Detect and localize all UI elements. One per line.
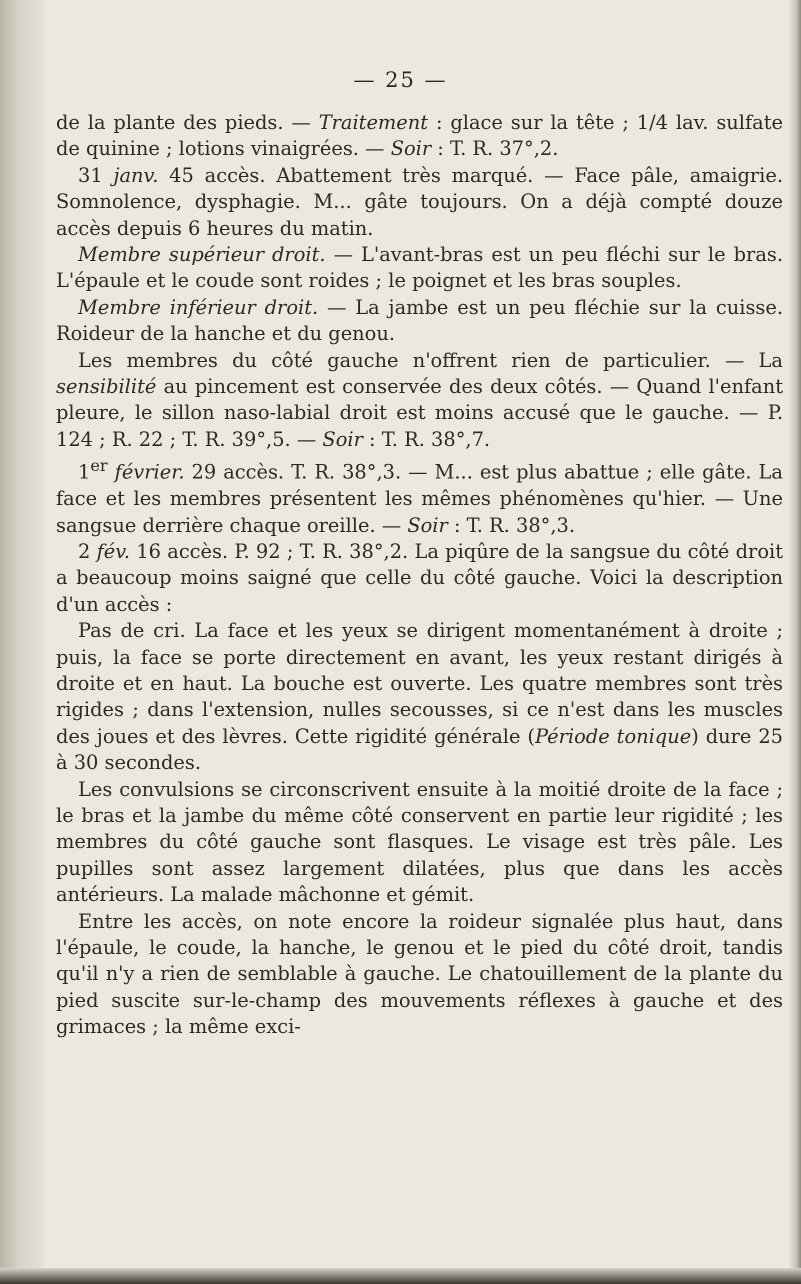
text-run: Les convulsions se circonscrivent ensuite à la moitié droite de la face ; le bras et la jambe du même côté conservent en partie leur rigidité ; les membres du côté gauche sont flasques. Le visage est très pâle. Les pupilles sont assez largement dilatées, plus que dans les accès antérieurs. La malade mâchonne et gémit. — [56, 777, 783, 907]
paragraph — [56, 163, 783, 242]
page-edge-bottom — [0, 1268, 801, 1284]
italic-text: Membre inférieur droit. — [78, 295, 319, 319]
italic-text: Membre supérieur droit. — [78, 243, 326, 267]
text-run: 29 accès. T. R. 38°,3. — M... est plus abattue ; elle gâte. La face et les membres présentent les mêmes phénomènes qu'hier. — Une sangsue derrière chaque oreille. — — [56, 460, 783, 537]
italic-text: Soir — [407, 513, 448, 537]
text-run: : glace sur la tête ; 1/4 lav. sulfate de quinine ; lotions vinaigrées. — — [56, 111, 783, 161]
paragraph — [56, 618, 783, 776]
text-run: : T. R. 37°,2. — [431, 137, 559, 161]
body-text — [56, 110, 783, 1041]
paragraph — [56, 539, 783, 618]
text-run: 45 accès. Abattement très marqué. — Face pâle, amaigrie. Somnolence, dysphagie. M... gâte toujours. On a déjà compté douze accès depuis 6 heures du matin. — [56, 163, 783, 240]
paragraph — [56, 453, 783, 539]
superscript-text: er — [90, 456, 108, 476]
italic-text: sensibilité — [56, 375, 157, 399]
text-run: : T. R. 38°,7. — [362, 427, 491, 451]
text-run: : T. R. 38°,3. — [447, 513, 576, 537]
paragraph — [56, 777, 783, 909]
text-run: ) dure 25 à 30 secondes. — [56, 724, 783, 775]
paragraph — [56, 909, 783, 1041]
italic-text: fév. — [96, 539, 131, 563]
text-run — [108, 461, 115, 484]
italic-text: février. — [114, 460, 185, 484]
paragraph — [56, 242, 783, 295]
italic-text: janv. — [113, 163, 159, 187]
text-run: de la plante des pieds. — — [56, 111, 319, 134]
text-run: Les membres du côté gauche n'offrent rien de particulier. — La — [78, 348, 783, 372]
paragraph — [56, 295, 783, 348]
italic-text: Traitement — [318, 111, 429, 134]
text-run: Pas de cri. La face et les yeux se dirigent momentanément à droite ; puis, la face se porte directement en avant, les yeux restant dirigés à droite et en haut. La bouche est ouverte. Les quatre membres sont très rigides ; dans l'extension, nulles secousses, si ce n'est dans les muscles des joues et des lèvres. Cette rigidité générale ( — [56, 619, 783, 748]
text-run: 1 — [78, 460, 91, 484]
text-run: 2 — [78, 539, 97, 563]
text-run: au pincement est conservée des deux côtés. — Quand l'enfant pleure, le sillon naso-labial droit est moins accusé que le gauche. — P. 124 ; R. 22 ; T. R. 39°,5. — — [56, 375, 783, 451]
page-gutter — [0, 0, 44, 1284]
italic-text: Soir — [322, 427, 363, 451]
paragraph — [56, 110, 783, 163]
text-run: 31 — [78, 163, 114, 187]
page-number: — 25 — — [353, 68, 448, 92]
italic-text: Soir — [390, 137, 432, 161]
page-edge-right — [789, 0, 801, 1284]
text-run: — La jambe est un peu fléchie sur la cuisse. Roideur de la hanche et du genou. — [56, 295, 783, 346]
text-run: — L'avant-bras est un peu fléchi sur le bras. L'épaule et le coude sont roides ; le poignet et les bras souples. — [56, 243, 783, 293]
italic-text: Période tonique — [535, 724, 692, 748]
text-run: 16 accès. P. 92 ; T. R. 38°,2. La piqûre de la sangsue du côté droit a beaucoup moins saigné que celle du côté gauche. Voici la description d'un accès : — [56, 539, 783, 616]
paragraph — [56, 348, 783, 454]
text-run: Entre les accès, on note encore la roideur signalée plus haut, dans l'épaule, le coude, la hanche, le genou et le pied du côté droit, tandis qu'il n'y a rien de semblable à gauche. Le chatouillement de la plante du pied suscite sur-le-champ des mouvements réflexes à gauche et des grimaces ; la même exci- — [56, 909, 783, 1039]
